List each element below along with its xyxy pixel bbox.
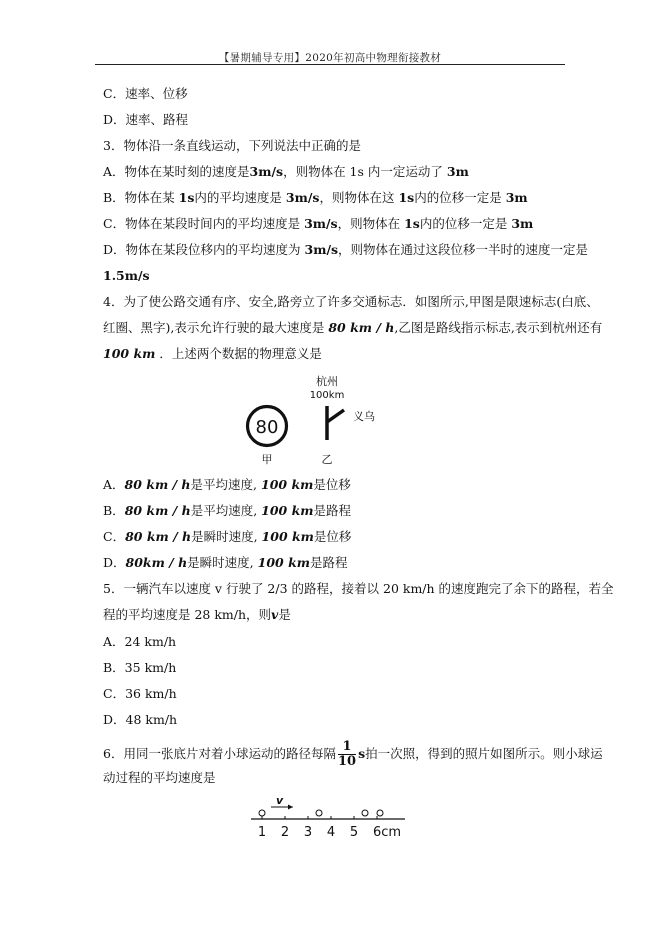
- q3-b-text: ，则物体在这: [319, 190, 395, 205]
- q4-option-a: [103, 477, 351, 493]
- q3-d-value: 1.5m/s: [103, 268, 150, 283]
- q6-stem-text: 拍一次照，得到的照片如图所示。则小球运: [365, 746, 603, 761]
- ruler-tick-label: 6cm: [373, 825, 402, 840]
- q3-b-text: B．物体在某: [103, 190, 175, 205]
- q5-option-d: D．48 km/h: [103, 712, 178, 727]
- q3-b-text: 内的平均速度是: [194, 190, 282, 205]
- q6-stem-line2: 动过程的平均速度是: [103, 770, 216, 785]
- q5-stem-line2: [103, 607, 291, 623]
- q6-stem-text: 6．用同一张底片对着小球运动的路径每隔: [103, 746, 336, 761]
- q3-a-value: 3m/s: [249, 164, 284, 179]
- ruler-tick-label: 1: [257, 825, 267, 840]
- q4-b-label: B．: [103, 503, 125, 518]
- q4-b-speed: 80 km / h: [124, 503, 191, 518]
- q2-option-c: C．速率、位移: [103, 86, 188, 101]
- traffic-signs-figure: [230, 370, 400, 470]
- route-branch-city: 义乌: [353, 410, 375, 423]
- ruler-tick-label: 4: [326, 825, 336, 840]
- q6-unit: s: [358, 746, 366, 761]
- q4-stem-line3: [103, 346, 322, 362]
- q4-d-distance: 100 km: [257, 555, 310, 570]
- sign-label-jia: 甲: [261, 453, 273, 466]
- q3-a-text: A．物体在某时刻的速度是: [103, 164, 250, 179]
- q6-interval-fraction: [338, 740, 356, 769]
- q4-b-text: 是平均速度,: [190, 503, 258, 518]
- q4-c-label: C．: [103, 529, 126, 544]
- q5-stem-text: 程的平均速度是 28 km/h，则: [103, 607, 272, 622]
- q3-a-value: 3m: [446, 164, 469, 179]
- q4-stem-line2: [103, 320, 602, 336]
- q4-speed-value: 80 km / h: [328, 320, 395, 335]
- q3-b-text: 内的位移一定是: [414, 190, 502, 205]
- q4-c-distance: 100 km: [261, 529, 314, 544]
- q5-option-c: C．36 km/h: [103, 686, 177, 701]
- q3-b-value: 3m: [505, 190, 528, 205]
- q3-b-value: 1s: [178, 190, 195, 205]
- q4-d-text: 是瞬时速度,: [187, 555, 254, 570]
- q3-b-value: 3m/s: [285, 190, 320, 205]
- q4-a-label: A．: [103, 477, 125, 492]
- q5-stem-line1: 5．一辆汽车以速度 v 行驶了 2/3 的路程，接着以 20 km/h 的速度跑完了余下的路程，若全: [103, 581, 614, 596]
- q4-stem-text: 红圈、黑字),表示允许行驶的最大速度是: [103, 320, 325, 335]
- header-divider: [95, 64, 565, 65]
- q3-d-text: D．物体在某段位移内的平均速度为: [103, 242, 301, 257]
- q6-stem-line1: [103, 740, 603, 769]
- q3-option-b: [103, 190, 528, 206]
- ball-motion-ruler: [245, 792, 420, 844]
- q4-d-text: 是路程: [309, 555, 348, 570]
- q4-c-speed: 80 km / h: [125, 529, 192, 544]
- q4-a-text: 是位移: [313, 477, 351, 492]
- route-sign-branch-road: [327, 410, 344, 422]
- q3-c-value: 3m: [511, 216, 534, 231]
- q3-c-value: 1s: [404, 216, 420, 231]
- q3-option-c: [103, 216, 533, 232]
- fraction-numerator: 1: [338, 740, 356, 755]
- ball-position-4: [377, 810, 383, 816]
- q4-stem-text: ,乙图是路线指示标志,表示到杭州还有: [394, 320, 603, 335]
- q4-distance-value: 100 km: [103, 346, 156, 361]
- q3-option-d-cont: [103, 268, 150, 284]
- q4-option-b: [103, 503, 351, 519]
- velocity-arrow-head: [288, 805, 293, 810]
- q4-option-c: [103, 529, 351, 545]
- q4-a-text: 是平均速度,: [190, 477, 258, 492]
- ruler-tick-label: 2: [280, 825, 290, 840]
- q4-b-distance: 100 km: [261, 503, 314, 518]
- route-distance: 100km: [309, 390, 345, 401]
- ball-position-2: [316, 810, 322, 816]
- q4-a-speed: 80 km / h: [124, 477, 191, 492]
- q4-d-speed: 80km / h: [125, 555, 188, 570]
- q3-c-text: ，则物体在: [337, 216, 401, 231]
- q5-variable: v: [271, 607, 279, 622]
- sign-label-yi: 乙: [321, 453, 333, 466]
- velocity-label: v: [276, 794, 284, 807]
- q4-c-text: 是瞬时速度,: [191, 529, 258, 544]
- q3-option-d: [103, 242, 588, 258]
- q5-option-b: B．35 km/h: [103, 660, 177, 675]
- ball-position-3: [362, 810, 368, 816]
- q3-d-text: ，则物体在通过这段位移一半时的速度一定是: [338, 242, 589, 257]
- q3-d-value: 3m/s: [304, 242, 339, 257]
- q4-stem-text: ．上述两个数据的物理意义是: [159, 346, 322, 361]
- q4-c-text: 是位移: [313, 529, 352, 544]
- speed-limit-number: 80: [255, 417, 279, 438]
- q4-option-d: [103, 555, 348, 571]
- q3-option-a: [103, 164, 469, 180]
- q3-a-text: ，则物体在 1s 内一定运动了: [283, 164, 443, 179]
- ruler-tick-label: 3: [303, 825, 313, 840]
- ball-position-1: [259, 810, 265, 816]
- page-header: 【暑期辅导专用】2020年初高中物理衔接教材: [218, 52, 442, 64]
- q5-option-a: A．24 km/h: [103, 634, 177, 649]
- q4-a-distance: 100 km: [261, 477, 314, 492]
- q2-option-d: D．速率、路程: [103, 112, 189, 127]
- q4-d-label: D．: [103, 555, 126, 570]
- q4-stem-line1: 4．为了使公路交通有序、安全,路旁立了许多交通标志．如图所示,甲图是限速标志(白底、: [103, 294, 599, 309]
- q3-c-text: C．物体在某段时间内的平均速度是: [103, 216, 301, 231]
- q5-stem-text: 是: [278, 607, 291, 622]
- fraction-denominator: 10: [337, 754, 357, 769]
- q4-b-text: 是路程: [313, 503, 352, 518]
- q3-b-value: 1s: [398, 190, 415, 205]
- route-city: 杭州: [316, 375, 338, 388]
- q3-c-text: 内的位移一定是: [419, 216, 508, 231]
- q3-c-value: 3m/s: [304, 216, 338, 231]
- ruler-tick-label: 5: [349, 825, 359, 840]
- q3-stem: 3．物体沿一条直线运动，下列说法中正确的是: [103, 138, 361, 153]
